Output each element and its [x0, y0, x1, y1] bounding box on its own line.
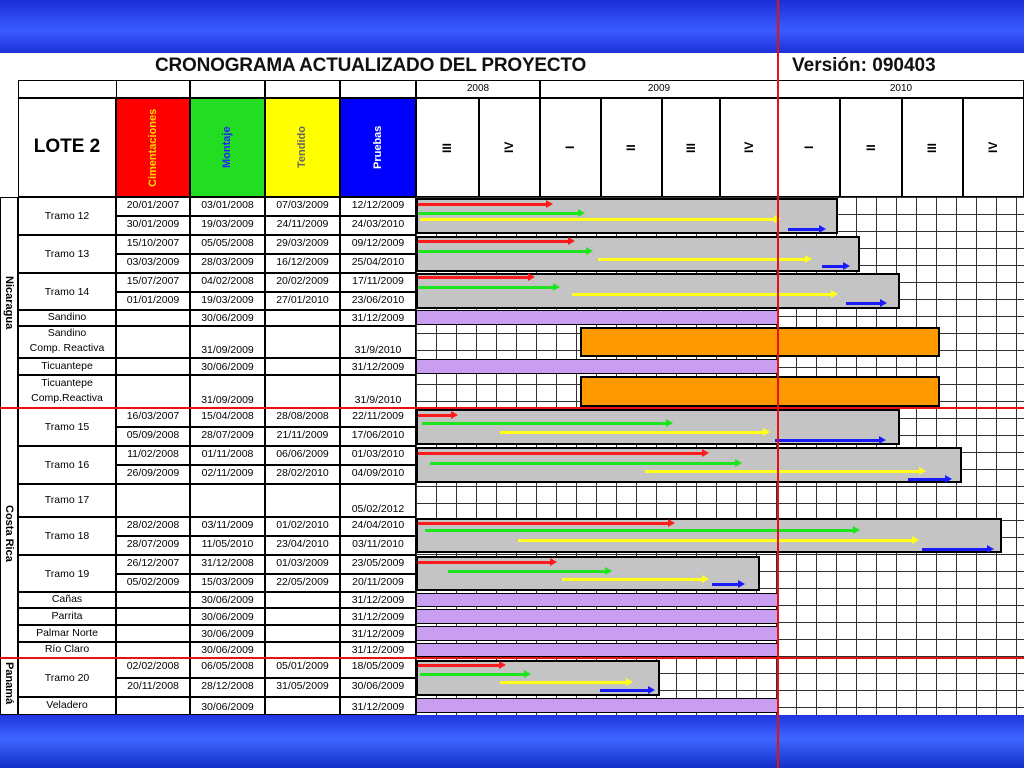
- date-value: 03/11/2009: [201, 519, 254, 531]
- progress-arrow-red: [418, 414, 452, 417]
- col-header-tendido-label: Tendido: [296, 126, 308, 169]
- date-cell: [265, 608, 340, 625]
- row-name: Tramo 14: [44, 285, 90, 298]
- page-title: CRONOGRAMA ACTUALIZADO DEL PROYECTO: [155, 55, 587, 76]
- progress-arrow-green: [448, 570, 606, 573]
- gantt-bar-purple: [416, 609, 778, 624]
- date-value: 30/06/2009: [201, 611, 254, 623]
- progress-arrow-yellow: [645, 470, 920, 473]
- progress-arrow-red: [418, 240, 569, 243]
- gantt-bar-purple: [416, 698, 778, 713]
- country-label: Nicaragua: [3, 275, 15, 330]
- date-value: 25/04/2010: [351, 256, 405, 268]
- date-value: 15/03/2009: [201, 575, 254, 588]
- progress-arrow-yellow: [572, 293, 832, 296]
- date-cell: [265, 358, 340, 375]
- progress-arrow-blue: [822, 265, 844, 268]
- progress-arrow-green: [418, 250, 587, 253]
- background-bottom: [0, 715, 1024, 768]
- date-value: 07/03/2009: [276, 199, 329, 211]
- progress-arrow-red: [418, 276, 529, 279]
- date-value: 22/05/2009: [276, 575, 329, 588]
- col-montaje-spacer: [190, 80, 265, 98]
- quarter-label-2: I: [563, 145, 577, 150]
- date-value: 31/12/2009: [351, 361, 405, 373]
- date-value: 05/09/2008: [126, 429, 180, 441]
- date-value: 20/01/2007: [126, 199, 180, 211]
- row-name: Tramo 13: [44, 248, 90, 260]
- date-value: 20/11/2008: [127, 679, 179, 692]
- date-cell: [116, 484, 190, 517]
- version-label: Versión: 090403: [792, 55, 936, 76]
- date-cell: [265, 625, 340, 642]
- col-cimentaciones-spacer: [116, 80, 190, 98]
- gantt-bar-orange: [580, 327, 940, 357]
- row-name: Tramo 15: [44, 421, 90, 433]
- date-value: 02/02/2008: [126, 660, 180, 672]
- progress-arrow-blue: [600, 689, 649, 692]
- date-value: 04/09/2010: [351, 467, 405, 479]
- date-value: 30/06/2009: [201, 644, 254, 656]
- row-name: Ticuantepe: [41, 359, 93, 372]
- progress-arrow-green: [418, 212, 579, 215]
- date-value: 24/11/2009: [276, 218, 329, 230]
- date-cell: [116, 625, 190, 642]
- date-value: 30/06/2009: [201, 594, 254, 606]
- date-value: 18/05/2009: [351, 660, 405, 672]
- date-value: 17/06/2010: [351, 429, 405, 441]
- quarter-label-9: IV: [986, 141, 1000, 154]
- progress-arrow-yellow: [420, 218, 775, 221]
- date-value: 29/03/2009: [276, 237, 329, 249]
- row-name: Veladero: [46, 699, 88, 711]
- row-name: Cañas: [51, 593, 83, 605]
- year-label-2010: 2010: [889, 83, 913, 94]
- row-name: Sandino Comp. Reactiva: [29, 327, 105, 354]
- date-value: 20/11/2009: [352, 575, 404, 588]
- date-value: 06/05/2008: [201, 660, 254, 672]
- date-value: 31/12/2009: [351, 701, 405, 713]
- today-marker-line: [777, 0, 779, 768]
- quarter-label-3: II: [624, 144, 638, 151]
- date-value: 05/02/2009: [126, 575, 180, 588]
- date-value: 31/05/2009: [276, 679, 329, 692]
- year-label-2008: 2008: [466, 83, 490, 94]
- gantt-bar-purple: [416, 593, 778, 607]
- date-value: 27/01/2010: [276, 293, 329, 306]
- date-cell: [265, 697, 340, 715]
- progress-arrow-red: [418, 522, 669, 525]
- quarter-label-7: II: [864, 144, 878, 151]
- date-cell: [265, 642, 340, 658]
- row-name: Tramo 12: [44, 210, 90, 222]
- progress-arrow-blue: [908, 478, 946, 481]
- date-cell: [116, 326, 190, 358]
- col-pruebas-spacer: [340, 80, 416, 98]
- date-value: 11/05/2010: [201, 538, 254, 550]
- date-value: 31/12/2009: [351, 611, 405, 623]
- date-value: 28/02/2008: [126, 519, 180, 531]
- quarter-label-1: IV: [502, 141, 516, 154]
- date-cell: [265, 484, 340, 517]
- progress-arrow-red: [418, 561, 551, 564]
- date-value: 28/12/2008: [201, 679, 254, 692]
- date-cell: [116, 642, 190, 658]
- date-value: 23/05/2009: [351, 557, 405, 569]
- progress-arrow-yellow: [598, 258, 806, 261]
- date-value: 23/04/2010: [276, 538, 329, 550]
- year-label-2009: 2009: [647, 83, 671, 94]
- date-cell: [116, 697, 190, 715]
- row-name: Palmar Norte: [36, 626, 98, 639]
- date-cell: [265, 310, 340, 326]
- date-value: 30/06/2009: [201, 628, 254, 640]
- date-value: 01/02/2010: [276, 519, 329, 531]
- date-value: 06/06/2009: [276, 448, 329, 460]
- date-value: 31/09/2009: [201, 344, 254, 356]
- progress-arrow-blue: [788, 228, 820, 231]
- country-divider-costarica: [0, 407, 1024, 409]
- row-name: Río Claro: [44, 643, 90, 655]
- progress-arrow-red: [418, 664, 500, 667]
- progress-arrow-green: [430, 462, 736, 465]
- date-value: 26/09/2009: [126, 467, 180, 479]
- col-tendido-spacer: [265, 80, 340, 98]
- row-name: Sandino: [47, 311, 87, 323]
- date-value: 19/03/2009: [201, 218, 254, 230]
- date-value: 21/11/2009: [276, 429, 329, 441]
- date-value: 16/03/2007: [126, 410, 180, 422]
- date-value: 20/02/2009: [276, 275, 329, 287]
- date-value: 03/11/2010: [352, 538, 404, 550]
- progress-arrow-green: [420, 673, 525, 676]
- date-value: 01/03/2009: [276, 557, 329, 569]
- col-header-pruebas-label: Pruebas: [372, 125, 384, 170]
- date-value: 01/03/2010: [351, 448, 405, 460]
- progress-arrow-green: [425, 529, 854, 532]
- row-name: Tramo 17: [44, 493, 90, 506]
- date-value: 15/10/2007: [126, 237, 180, 249]
- date-value: 28/03/2009: [201, 256, 254, 268]
- date-cell: [265, 592, 340, 608]
- progress-arrow-green: [418, 286, 554, 289]
- date-value: 03/03/2009: [126, 256, 180, 268]
- date-value: 28/07/2009: [126, 538, 180, 550]
- date-value: 02/11/2009: [201, 467, 254, 479]
- date-value: 01/01/2009: [126, 293, 180, 306]
- gantt-bar-purple: [416, 310, 778, 325]
- date-value: 15/04/2008: [201, 410, 254, 422]
- date-cell: [190, 484, 265, 517]
- lote-label: LOTE 2: [33, 136, 101, 157]
- quarter-label-6: I: [802, 145, 816, 150]
- date-value: 17/11/2009: [352, 275, 404, 287]
- row-name: Tramo 19: [44, 567, 90, 580]
- date-value: 31/12/2009: [351, 594, 405, 606]
- date-value: 28/07/2009: [201, 429, 254, 441]
- date-value: 31/9/2010: [354, 344, 402, 356]
- gantt-bar-purple: [416, 643, 778, 657]
- date-value: 05/05/2008: [201, 237, 254, 249]
- date-value: 26/12/2007: [126, 557, 180, 569]
- progress-arrow-blue: [712, 583, 739, 586]
- date-value: 30/01/2009: [126, 218, 180, 230]
- progress-arrow-green: [422, 422, 667, 425]
- quarter-label-4: III: [684, 142, 698, 153]
- date-value: 28/08/2008: [276, 410, 329, 422]
- date-value: 19/03/2009: [201, 293, 254, 306]
- country-divider-panama: [0, 657, 1024, 659]
- date-value: 01/11/2008: [201, 448, 254, 460]
- date-cell: [116, 375, 190, 408]
- row-name: Parrita: [51, 609, 83, 622]
- progress-arrow-blue: [775, 439, 880, 442]
- date-cell: [116, 592, 190, 608]
- date-cell: [116, 310, 190, 326]
- date-cell: [116, 358, 190, 375]
- date-value: 31/09/2009: [201, 394, 254, 406]
- date-cell: [265, 326, 340, 358]
- progress-arrow-yellow: [500, 681, 627, 684]
- row-name: Ticuantepe Comp.Reactiva: [31, 376, 103, 404]
- date-value: 03/01/2008: [201, 199, 254, 211]
- date-value: 09/12/2009: [351, 237, 405, 249]
- date-cell: [265, 375, 340, 408]
- row-name: Tramo 20: [44, 671, 90, 684]
- gantt-bar-purple: [416, 626, 778, 641]
- progress-arrow-blue: [922, 548, 988, 551]
- col-header-cimentaciones-label: Cimentaciones: [147, 108, 159, 187]
- date-value: 28/02/2010: [276, 467, 329, 479]
- progress-arrow-blue: [846, 302, 881, 305]
- quarter-label-8: III: [925, 142, 939, 153]
- date-value: 16/12/2009: [276, 256, 329, 268]
- gantt-bar-purple: [416, 359, 778, 374]
- date-value: 05/01/2009: [276, 660, 329, 672]
- date-value: 30/06/2009: [201, 312, 254, 324]
- date-value: 11/02/2008: [127, 448, 179, 460]
- date-value: 30/06/2009: [201, 361, 254, 373]
- progress-arrow-red: [418, 452, 703, 455]
- date-value: 30/06/2009: [201, 701, 254, 713]
- date-value: 04/02/2008: [201, 275, 254, 287]
- col-header-montaje-label: Montaje: [221, 126, 233, 169]
- progress-arrow-yellow: [500, 431, 764, 434]
- date-value: 05/02/2012: [351, 503, 405, 515]
- country-label: Costa Rica: [3, 504, 15, 562]
- date-value: 15/07/2007: [126, 275, 180, 287]
- date-value: 31/12/2009: [351, 644, 405, 656]
- date-value: 30/06/2009: [351, 679, 405, 692]
- date-value: 31/12/2009: [351, 628, 405, 640]
- date-value: 31/12/2009: [351, 312, 405, 324]
- date-value: 31/12/2008: [201, 557, 254, 569]
- schedule-sheet: [0, 53, 1024, 715]
- quarter-label-5: IV: [742, 141, 756, 154]
- date-value: 12/12/2009: [351, 199, 405, 211]
- date-cell: [116, 608, 190, 625]
- progress-arrow-yellow: [518, 539, 913, 542]
- quarter-label-0: III: [440, 142, 454, 153]
- row-name: Tramo 18: [44, 530, 90, 542]
- date-value: 24/04/2010: [351, 519, 405, 531]
- gantt-bar-orange: [580, 376, 940, 407]
- date-value: 24/03/2010: [351, 218, 405, 230]
- date-value: 31/9/2010: [354, 394, 402, 406]
- progress-arrow-red: [418, 203, 547, 206]
- date-value: 22/11/2009: [352, 410, 404, 422]
- progress-arrow-yellow: [562, 578, 703, 581]
- country-label: Panamá: [3, 662, 15, 705]
- date-value: 23/06/2010: [351, 293, 405, 306]
- row-name: Tramo 16: [44, 459, 90, 471]
